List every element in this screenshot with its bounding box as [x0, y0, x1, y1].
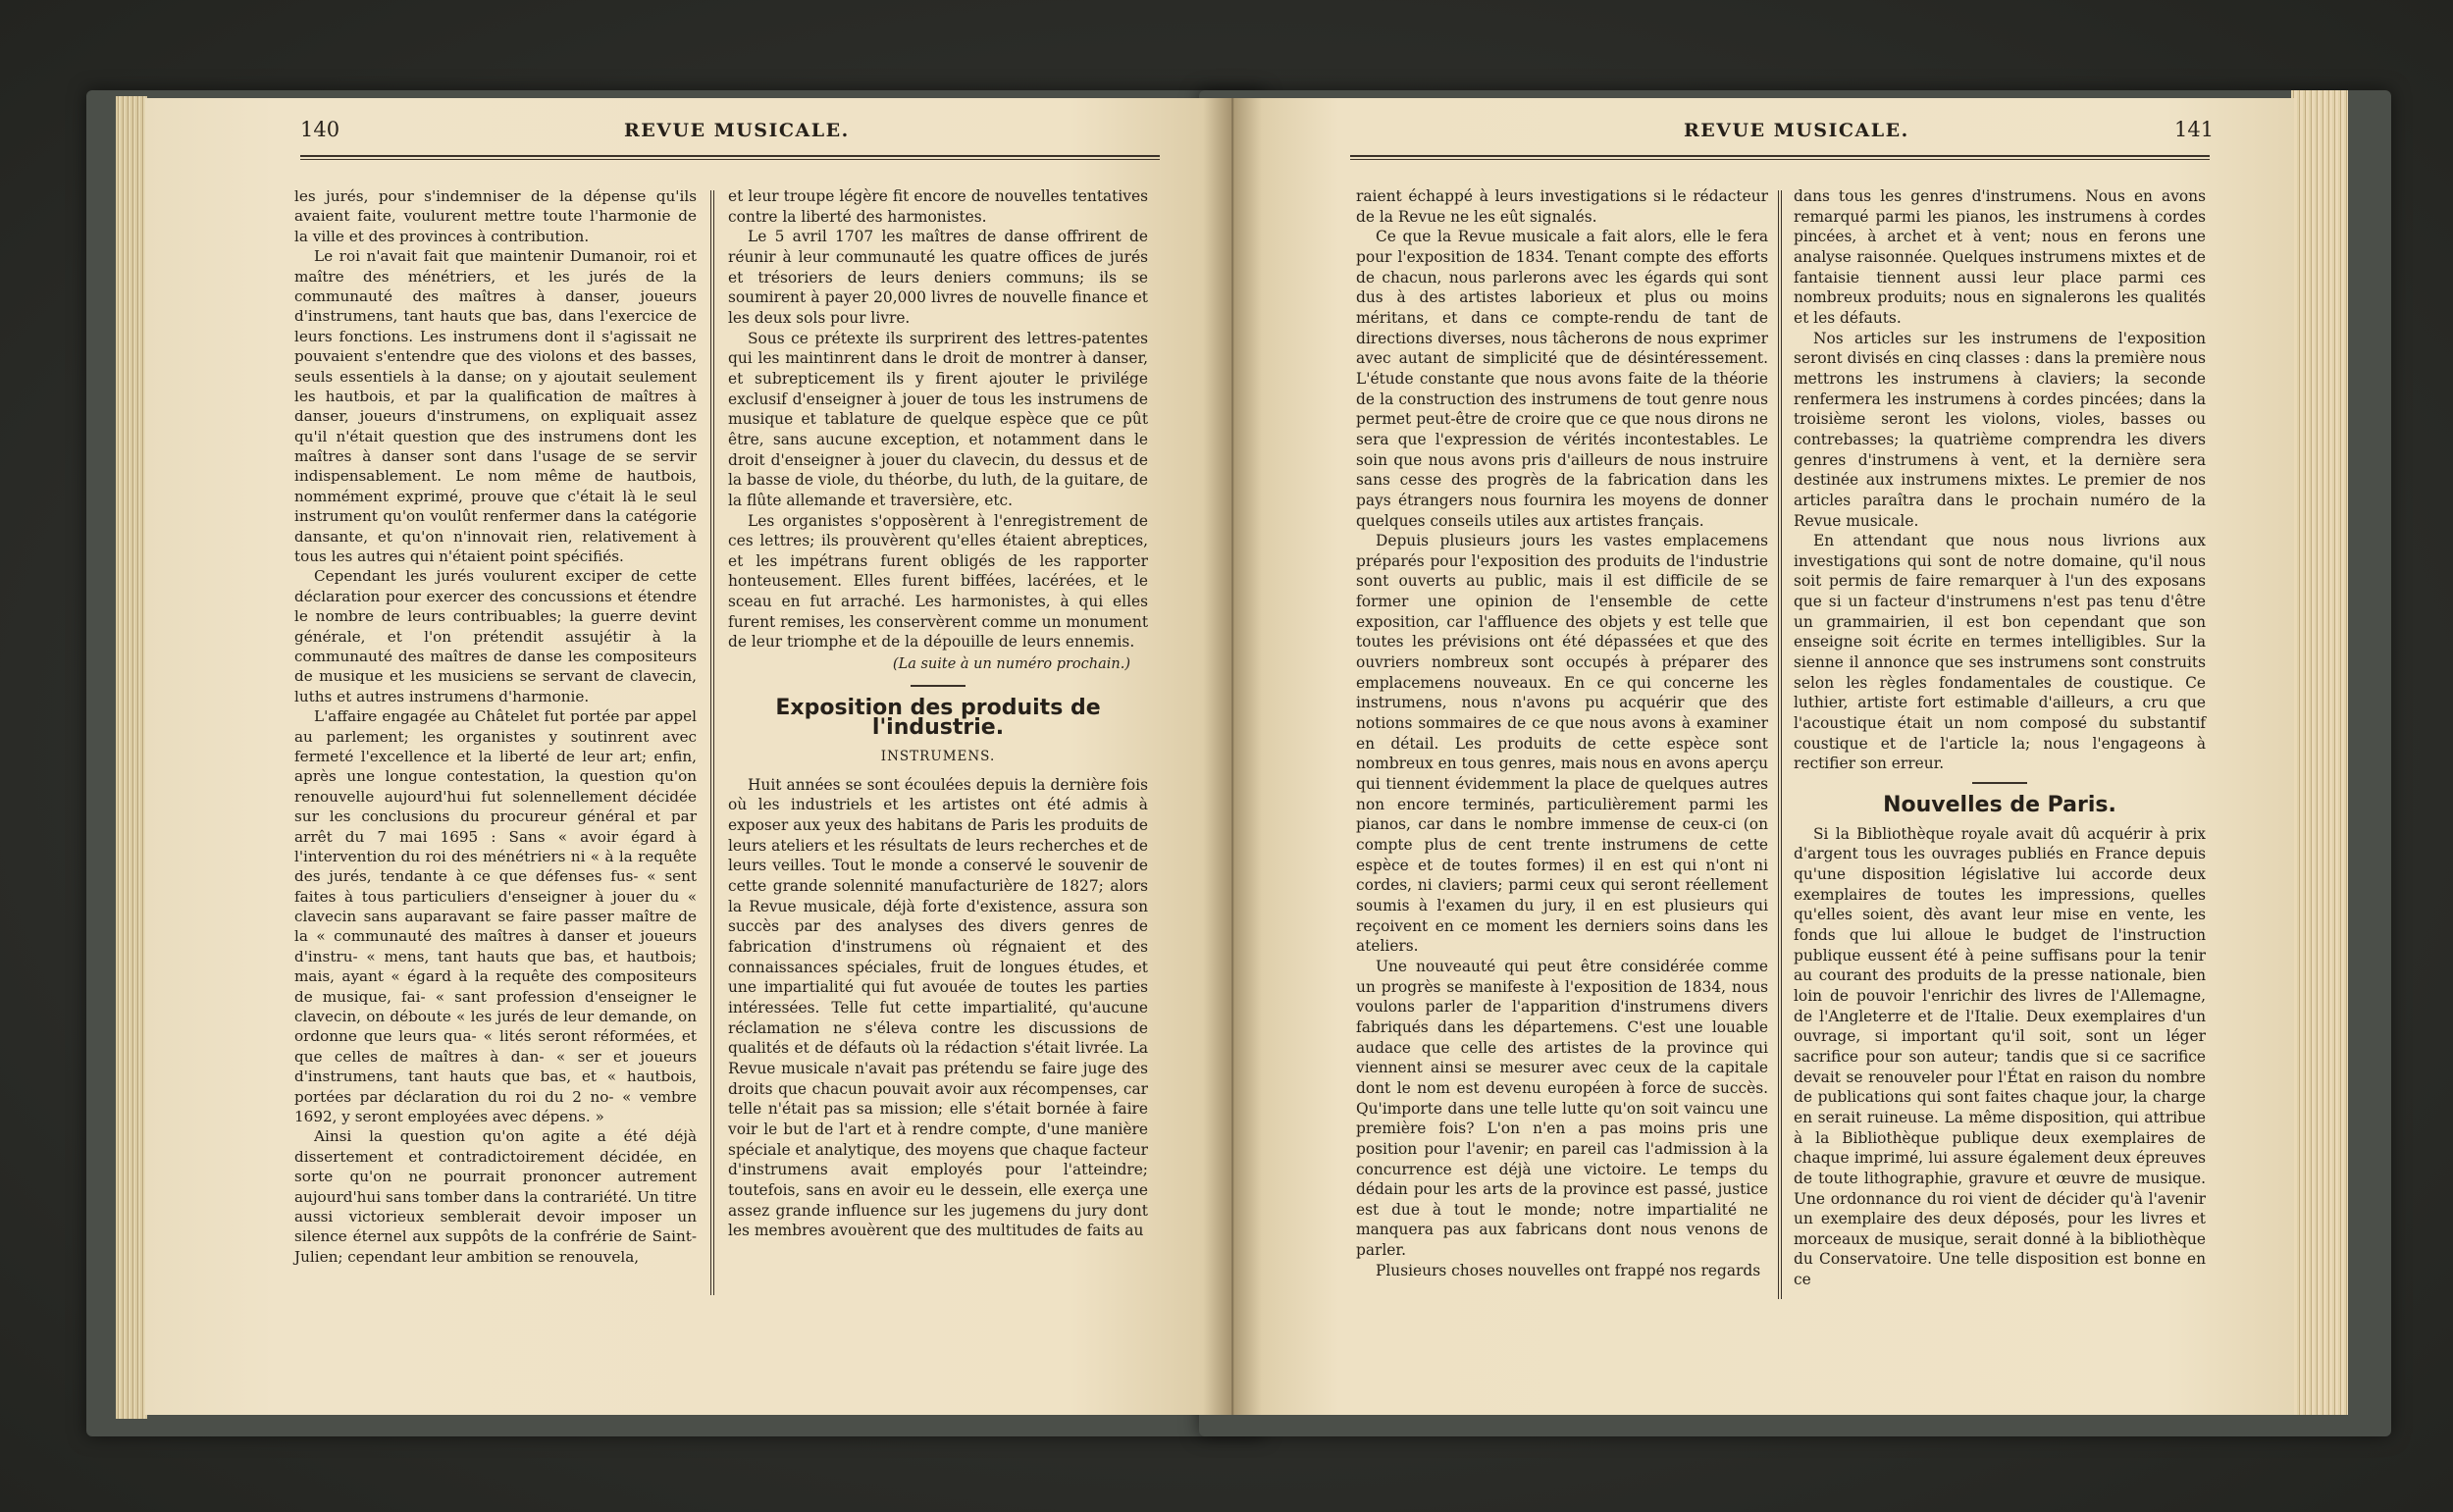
paragraph: Ainsi la question qu'on agite a été déjà dissertement et contradictoirement décidée, en sorte qu'on ne pourrait prononcer autrement aujourd'hui sans tomber dans la contrariété. Un titre aussi victorieux semblerait devoir imposer un silence éternel aux suppôts de la confrérie de Saint-Julien; cependant leur ambition se renouvela,: [294, 1127, 697, 1266]
exposition-heading: Exposition des produits de l'industrie.: [775, 695, 1101, 741]
paragraph: Les organistes s'opposèrent à l'enregistrement de ces lettres; ils prouvèrent qu'elles étaient abreptices, et les impétrans furent obligés de les rapporter honteusement. Elles furent biffées, lacérées, et le sceau en fut arraché. Les harmonistes, à qui elles furent remises, les conservèrent comme un monument de leur triomphe et de la dépouille de leurs ennemis.: [728, 511, 1148, 652]
paragraph: Ce que la Revue musicale a fait alors, elle le fera pour l'exposition de 1834. Tenant compte des efforts de chacun, nous parlerons avec les égards qui sont dus à des artistes laborieux et plus ou moins méritans, et dans ce compte-rendu de tant de directions diverses, nous tâcherons de nous exprimer avec autant de simplicité que de désintéressement. L'étude constante que nous avons faite de la théorie de la construction des instrumens de tout genre nous permet peut-être de croire que ce que nous dirons ne sera que l'expression de vérités incontestables. Le soin que nous avons pris d'ailleurs de nous instruire sans cesse des progrès de la fabrication dans les pays étrangers nous fournira les moyens de donner quelques conseils utiles aux artistes français.: [1356, 228, 1768, 530]
right-running-head: REVUE MUSICALE.: [1684, 120, 1909, 141]
to-be-continued-credit: (La suite à un numéro prochain.): [892, 656, 1130, 673]
nouvelles-heading: Nouvelles de Paris.: [1883, 793, 2116, 818]
paragraph: Le roi n'avait fait que maintenir Dumanoir, roi et maître des ménétriers, et les jurés de la communauté des maîtres à danser, joueurs d'instrumens, tant hauts que bas, dans l'exercice de leurs fonctions. Les instrumens dont il s'agissait ne pouvaient s'entendre que des violons et des basses, seuls essentiels à la danse; on y ajoutait seulement les hautbois, et par la qualification de maîtres à danser, joueurs d'instrumens, on expliquait assez qu'il n'était question que des instrumens dont les maîtres à danser sont dans l'usage de se servir indispensablement. Le nom même de hautbois, nommément exprimé, prouve que c'était là le seul instrument qu'on voulût renfermer dans la catégorie dansante, et qu'on n'innovait rien, relativement à tous les autres qui n'étaient point spécifiés.: [294, 247, 697, 566]
left-column-1: [294, 186, 697, 1267]
paragraph: Une nouveauté qui peut être considérée comme un progrès se manifeste à l'exposition de 1834, nous voulons parler de l'apparition d'instrumens divers fabriqués dans les départemens. C'est une louable audace que celle des artistes de la province qui viennent ainsi se mesurer avec ceux de la capitale dont le nom est devenu européen à force de succès. Qu'importe dans une telle lutte qu'on soit vaincu une première fois? L'on n'en a pas moins pris une position pour l'avenir; en pareil cas l'admission à la concurrence est déjà une victoire. Le temps du dédain pour les arts de la province est passé, justice est due à tout le monde; notre impartialité ne manquera pas aux fabricans dont nous venons de parler.: [1356, 957, 1768, 1260]
right-header-rule: [1350, 155, 2210, 160]
left-running-head: REVUE MUSICALE.: [624, 120, 850, 141]
paragraph: raient échappé à leurs investigations si le rédacteur de la Revue ne les eût signalés.: [1356, 187, 1768, 226]
paragraph: les jurés, pour s'indemniser de la dépense qu'ils avaient faite, voulurent mettre toute l'harmonie de la ville et des provinces à contribution.: [294, 187, 697, 245]
book-gutter: [1203, 98, 1262, 1415]
left-page-number: 140: [300, 118, 340, 141]
paragraph: En attendant que nous nous livrions aux investigations qui sont de notre domaine, qu'il nous soit permis de faire remarquer à l'un des exposans que si un facteur d'instrumens n'est pas tenu d'être un grammairien, il est bon cependant que son enseigne soit écrite en termes intelligibles. Sur la sienne il annonce que ses instrumens sont construits selon les règles fondamentales de coustique. Ce luthier, artiste fort estimable d'ailleurs, a cru que l'acoustique était un nom composé du substantif coustique et de l'article la; nous l'engageons à rectifier son erreur.: [1794, 532, 2206, 773]
section-separator: [911, 685, 966, 687]
paragraph: Plusieurs choses nouvelles ont frappé nos regards: [1376, 1261, 1761, 1279]
paragraph: dans tous les genres d'instrumens. Nous en avons remarqué parmi les pianos, les instrumens à cordes pincées, à archet et à vent; nous en ferons une analyse raisonnée. Quelques instrumens mixtes et de fantaisie tiennent aussi leur place parmi ces nombreux produits; nous en signalerons les qualités et les défauts.: [1794, 187, 2206, 327]
paragraph: Sous ce prétexte ils surprirent des lettres-patentes qui les maintinrent dans le droit de montrer à danser, et subrepticement ils y firent ajouter le privilége exclusif d'enseigner à jouer de tous les instrumens de musique et tablature de quelque espèce que ce pût être, sans aucune exception, et notamment dans le droit d'enseigner à jouer du clavecin, du dessus et de la basse de viole, du théorbe, du luth, de la guitare, de la flûte allemande et traversière, etc.: [728, 329, 1148, 509]
right-page-number: 141: [2174, 118, 2215, 141]
paragraph: Le 5 avril 1707 les maîtres de danse offrirent de réunir à leur communauté les quatre offices de jurés et trésoriers de leurs deniers communs; ils se soumirent à payer 20,000 livres de nouvelle finance et les deux sols pour livre.: [728, 228, 1148, 327]
paragraph: et leur troupe légère fit encore de nouvelles tentatives contre la liberté des harmonistes.: [728, 187, 1148, 226]
right-page-edges: [2291, 90, 2348, 1415]
right-column-divider: [1778, 190, 1782, 1299]
paragraph: Huit années se sont écoulées depuis la dernière fois où les industriels et les artistes ont été admis à exposer aux yeux des habitans de Paris les produits de leurs ateliers et les résultats de leurs recherches et de leurs veilles. Tout le monde a conservé le souvenir de cette grande solennité manufacturière de 1827; alors la Revue musicale, déjà forte d'existence, assura son succès par des analyses des divers genres de fabrication d'instrumens où régnaient et des connaissances spéciales, fruit de longues études, et une impartialité qui fut avouée de toutes les parties intéressées. Telle fut cette impartialité, qu'aucune réclamation ne s'éleva contre les discussions de qualités et de défauts où la rédaction s'était livrée. La Revue musicale n'avait pas prétendu se faire juge des droits que chacun pouvait avoir aux récompenses, car telle n'était pas sa mission; elle s'était bornée à faire voir le but de l'art et à rendre compte, d'une manière spéciale et analytique, des moyens que chaque facteur d'instrumens avait employés pour l'atteindre; toutefois, sans en avoir eu le dessein, elle exerça une assez grande influence sur les jugemens du jury dont les membres avouèrent que des multitudes de faits au: [728, 775, 1148, 1240]
left-header-rule: [300, 155, 1160, 160]
right-column-2: [1794, 186, 2206, 1290]
paragraph: Si la Bibliothèque royale avait dû acquérir à prix d'argent tous les ouvrages publiés en France depuis qu'une disposition législative lui accorde deux exemplaires de toutes les impressions, quelles qu'elles soient, dès avant leur mise en vente, les fonds que lui alloue le budget de l'instruction publique eussent été à peine suffisans pour la tenir au courant des produits de la presse nationale, bien loin de pouvoir l'enrichir des livres de l'Allemagne, de l'Angleterre et de l'Italie. Deux exemplaires d'un ouvrage, si important qu'il soit, sont un léger sacrifice pour son auteur; tandis que si ce sacrifice devait se renouveler pour l'État en raison du nombre de publications qui sont faites chaque jour, la charge en serait ruineuse. La même disposition, qui attribue à la Bibliothèque publique deux exemplaires de chaque imprimé, lui assure également deux épreuves de toute lithographie, gravure et œuvre de musique. Une ordonnance du roi vient de décider qu'à l'avenir un exemplaire des deux déposés, pour les livres et morceaux de musique, serait donné à la bibliothèque du Conservatoire. Une telle disposition est bonne en ce: [1794, 824, 2206, 1289]
left-column-divider: [710, 190, 714, 1295]
paragraph: L'affaire engagée au Châtelet fut portée par appel au parlement; les organistes y soutinrent avec fermeté l'excellence et la liberté de leur art; enfin, après une longue contestation, la question qu'on renouvelle aujourd'hui fut solennellement décidée sur les conclusions du procureur général et par arrêt du 7 mai 1695 : Sans « avoir égard à l'intervention du roi des ménétriers ni « à la requête des jurés, tendante à ce que défenses fus- « sent faites à tous particuliers d'enseigner à jouer du « clavecin sans auparavant se faire passer maître de la « communauté des maîtres à danser et joueurs d'instru- « mens, tant hauts que bas, et hautbois; mais, ayant « égard à la requête des compositeurs de musique, fai- « sant profession d'enseigner le clavecin, on déboute « les jurés de leur demande, on ordonne que leurs qua- « lités seront réformées, et que celles de maîtres à dan- « ser et joueurs d'instrumens, tant hauts que bas, et « hautbois, portées par déclaration du roi du 2 no- « vembre 1692, y seront employées avec dépens. »: [294, 707, 697, 1125]
section-separator: [1972, 782, 2027, 784]
right-column-1: [1356, 186, 1768, 1280]
instrumens-subheading: INSTRUMENS.: [880, 749, 996, 765]
paragraph: Nos articles sur les instrumens de l'exposition seront divisés en cinq classes : dans la première nous mettrons les instrumens à claviers; la seconde renfermera les instrumens à cordes pincées; dans la troisième seront les violons, violes, basses ou contrebasses; la quatrième comprendra les divers genres d'instrumens à vent, et la dernière sera destinée aux instrumens mixtes. Le premier de nos articles paraîtra dans le prochain numéro de la Revue musicale.: [1794, 329, 2206, 530]
left-column-2: [728, 186, 1148, 1241]
paragraph: Depuis plusieurs jours les vastes emplacemens préparés pour l'exposition des produits de l'industrie sont ouverts au public, mais il est difficile de se former une opinion de l'ensemble de cette exposition, car l'affluence des objets y est telle que toutes les prévisions ont été dépassées et que des ouvriers nombreux sont occupés à préparer des emplacemens nouveaux. En ce qui concerne les instrumens, nous n'avons pu acquérir que des notions sommaires de ce que nous avons à examiner en détail. Les produits de cette espèce sont nombreux en tous genres, mais nous en avons aperçu qui tiennent évidemment la place de quelques autres non encore terminés, particulièrement parmi les pianos, car dans le nombre immense de ceux-ci (on compte plus de cent trente instrumens de cette espèce et de toutes formes) il en est qui n'ont ni cordes, ni claviers; parmi ceux qui seront réellement soumis à l'examen du jury, il en est plusieurs qui reçoivent en ce moment les derniers soins dans les ateliers.: [1356, 532, 1768, 956]
left-page-edges: [116, 96, 147, 1419]
paragraph: Cependant les jurés voulurent exciper de cette déclaration pour exercer des concussions et étendre le nombre de leurs contribuables; la guerre devint générale, et l'on prétendit assujétir à la communauté des maîtres de danse les compositeurs de musique et les musiciens se servant de clavecin, luths et autres instrumens d'harmonie.: [294, 567, 697, 705]
